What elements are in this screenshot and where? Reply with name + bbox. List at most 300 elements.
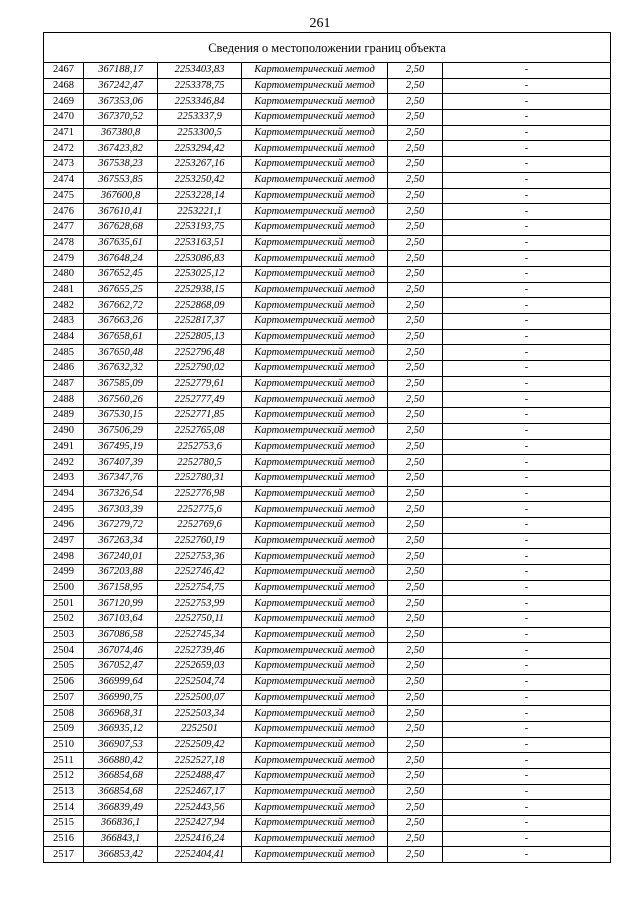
cell-coord-x: 367495,19: [84, 439, 158, 455]
cell-description: -: [443, 298, 611, 314]
cell-description: -: [443, 157, 611, 173]
cell-method: Картометрический метод: [242, 455, 388, 471]
cell-method: Картометрический метод: [242, 470, 388, 486]
table-row: [44, 612, 611, 628]
cell-description: -: [443, 282, 611, 298]
cell-point-number: 2484: [44, 329, 84, 345]
table-row: [44, 502, 611, 518]
cell-description: -: [443, 565, 611, 581]
cell-point-number: 2513: [44, 784, 84, 800]
cell-coord-y: 2253378,75: [158, 78, 242, 94]
cell-description: -: [443, 659, 611, 675]
table-row: [44, 816, 611, 832]
table-row: [44, 314, 611, 330]
cell-method: Картометрический метод: [242, 345, 388, 361]
cell-coord-x: 367652,45: [84, 266, 158, 282]
cell-coord-x: 367648,24: [84, 251, 158, 267]
cell-method: Картометрический метод: [242, 314, 388, 330]
cell-description: -: [443, 816, 611, 832]
cell-coord-x: 367407,39: [84, 455, 158, 471]
cell-coord-y: 2253025,12: [158, 266, 242, 282]
table-row: [44, 298, 611, 314]
cell-point-number: 2508: [44, 706, 84, 722]
table-row: [44, 690, 611, 706]
table-row: [44, 847, 611, 863]
cell-coord-y: 2252745,34: [158, 627, 242, 643]
cell-accuracy: 2,50: [388, 659, 443, 675]
cell-point-number: 2499: [44, 565, 84, 581]
cell-coord-x: 366968,31: [84, 706, 158, 722]
cell-description: -: [443, 706, 611, 722]
cell-method: Картометрический метод: [242, 141, 388, 157]
cell-coord-x: 367553,85: [84, 172, 158, 188]
table-row: [44, 737, 611, 753]
cell-method: Картометрический метод: [242, 627, 388, 643]
cell-description: -: [443, 251, 611, 267]
cell-coord-y: 2252501: [158, 721, 242, 737]
cell-accuracy: 2,50: [388, 596, 443, 612]
cell-accuracy: 2,50: [388, 345, 443, 361]
cell-coord-x: 367086,58: [84, 627, 158, 643]
table-row: [44, 188, 611, 204]
cell-coord-y: 2252750,11: [158, 612, 242, 628]
cell-coord-x: 366853,42: [84, 847, 158, 863]
cell-accuracy: 2,50: [388, 251, 443, 267]
cell-coord-y: 2252780,31: [158, 470, 242, 486]
cell-method: Картометрический метод: [242, 78, 388, 94]
table-title-row: [44, 33, 611, 63]
cell-point-number: 2477: [44, 219, 84, 235]
cell-accuracy: 2,50: [388, 643, 443, 659]
cell-point-number: 2485: [44, 345, 84, 361]
cell-coord-y: 2252780,5: [158, 455, 242, 471]
cell-method: Картометрический метод: [242, 157, 388, 173]
table-row: [44, 125, 611, 141]
cell-coord-x: 367585,09: [84, 376, 158, 392]
cell-coord-y: 2252753,6: [158, 439, 242, 455]
cell-coord-y: 2253346,84: [158, 94, 242, 110]
cell-method: Картометрический метод: [242, 612, 388, 628]
cell-description: -: [443, 172, 611, 188]
cell-coord-x: 367203,88: [84, 565, 158, 581]
cell-method: Картометрический метод: [242, 753, 388, 769]
cell-accuracy: 2,50: [388, 721, 443, 737]
cell-description: -: [443, 753, 611, 769]
cell-point-number: 2490: [44, 423, 84, 439]
cell-coord-y: 2253337,9: [158, 110, 242, 126]
table-row: [44, 674, 611, 690]
cell-coord-x: 367423,82: [84, 141, 158, 157]
cell-point-number: 2488: [44, 392, 84, 408]
cell-accuracy: 2,50: [388, 816, 443, 832]
cell-coord-x: 367353,06: [84, 94, 158, 110]
cell-coord-y: 2253193,75: [158, 219, 242, 235]
cell-accuracy: 2,50: [388, 78, 443, 94]
table-row: [44, 627, 611, 643]
cell-method: Картометрический метод: [242, 94, 388, 110]
cell-coord-x: 367538,23: [84, 157, 158, 173]
table-row: [44, 439, 611, 455]
cell-description: -: [443, 376, 611, 392]
cell-coord-y: 2252746,42: [158, 565, 242, 581]
cell-accuracy: 2,50: [388, 690, 443, 706]
cell-coord-x: 367632,32: [84, 361, 158, 377]
cell-point-number: 2475: [44, 188, 84, 204]
cell-coord-y: 2252527,18: [158, 753, 242, 769]
cell-coord-x: 367263,34: [84, 533, 158, 549]
cell-description: -: [443, 408, 611, 424]
cell-description: -: [443, 831, 611, 847]
cell-method: Картометрический метод: [242, 63, 388, 79]
table-row: [44, 517, 611, 533]
cell-method: Картометрический метод: [242, 565, 388, 581]
cell-accuracy: 2,50: [388, 517, 443, 533]
cell-coord-x: 366935,12: [84, 721, 158, 737]
cell-accuracy: 2,50: [388, 502, 443, 518]
cell-method: Картометрический метод: [242, 502, 388, 518]
cell-point-number: 2515: [44, 816, 84, 832]
cell-accuracy: 2,50: [388, 627, 443, 643]
table-row: [44, 549, 611, 565]
cell-method: Картометрический метод: [242, 298, 388, 314]
cell-coord-y: 2252503,34: [158, 706, 242, 722]
cell-coord-x: 366990,75: [84, 690, 158, 706]
cell-description: -: [443, 643, 611, 659]
cell-point-number: 2467: [44, 63, 84, 79]
cell-description: -: [443, 423, 611, 439]
cell-accuracy: 2,50: [388, 204, 443, 220]
cell-accuracy: 2,50: [388, 298, 443, 314]
cell-accuracy: 2,50: [388, 266, 443, 282]
cell-coord-x: 367506,29: [84, 423, 158, 439]
cell-method: Картометрический метод: [242, 392, 388, 408]
cell-method: Картометрический метод: [242, 486, 388, 502]
cell-description: -: [443, 549, 611, 565]
cell-coord-y: 2252805,13: [158, 329, 242, 345]
cell-coord-y: 2253267,16: [158, 157, 242, 173]
cell-coord-y: 2252817,37: [158, 314, 242, 330]
boundary-table: [43, 32, 611, 863]
table-row: [44, 282, 611, 298]
cell-method: Картометрический метод: [242, 674, 388, 690]
cell-accuracy: 2,50: [388, 737, 443, 753]
cell-coord-y: 2252753,36: [158, 549, 242, 565]
table-row: [44, 565, 611, 581]
cell-accuracy: 2,50: [388, 423, 443, 439]
cell-point-number: 2473: [44, 157, 84, 173]
cell-coord-x: 367610,41: [84, 204, 158, 220]
cell-description: -: [443, 219, 611, 235]
cell-accuracy: 2,50: [388, 314, 443, 330]
table-row: [44, 596, 611, 612]
cell-coord-y: 2252404,41: [158, 847, 242, 863]
cell-coord-x: 367655,25: [84, 282, 158, 298]
cell-accuracy: 2,50: [388, 753, 443, 769]
cell-coord-y: 2252777,49: [158, 392, 242, 408]
cell-coord-x: 367279,72: [84, 517, 158, 533]
cell-point-number: 2483: [44, 314, 84, 330]
cell-point-number: 2502: [44, 612, 84, 628]
cell-coord-y: 2253221,1: [158, 204, 242, 220]
cell-point-number: 2504: [44, 643, 84, 659]
cell-point-number: 2506: [44, 674, 84, 690]
table-row: [44, 455, 611, 471]
table-row: [44, 784, 611, 800]
cell-accuracy: 2,50: [388, 533, 443, 549]
cell-method: Картометрический метод: [242, 784, 388, 800]
cell-accuracy: 2,50: [388, 361, 443, 377]
table-row: [44, 157, 611, 173]
cell-point-number: 2496: [44, 517, 84, 533]
cell-coord-x: 367370,52: [84, 110, 158, 126]
cell-description: -: [443, 580, 611, 596]
table-row: [44, 392, 611, 408]
cell-description: -: [443, 125, 611, 141]
cell-point-number: 2482: [44, 298, 84, 314]
cell-accuracy: 2,50: [388, 235, 443, 251]
cell-description: -: [443, 455, 611, 471]
table-row: [44, 800, 611, 816]
cell-coord-x: 367326,54: [84, 486, 158, 502]
cell-coord-x: 367240,01: [84, 549, 158, 565]
cell-coord-x: 367662,72: [84, 298, 158, 314]
cell-method: Картометрический метод: [242, 219, 388, 235]
cell-coord-x: 367347,76: [84, 470, 158, 486]
table-row: [44, 235, 611, 251]
cell-description: -: [443, 800, 611, 816]
cell-point-number: 2491: [44, 439, 84, 455]
cell-coord-x: 366880,42: [84, 753, 158, 769]
cell-method: Картометрический метод: [242, 737, 388, 753]
cell-coord-y: 2252790,02: [158, 361, 242, 377]
cell-accuracy: 2,50: [388, 125, 443, 141]
cell-description: -: [443, 266, 611, 282]
cell-coord-x: 366839,49: [84, 800, 158, 816]
cell-coord-y: 2252443,56: [158, 800, 242, 816]
cell-method: Картометрический метод: [242, 690, 388, 706]
cell-accuracy: 2,50: [388, 565, 443, 581]
cell-method: Картометрический метод: [242, 439, 388, 455]
cell-coord-x: 367635,61: [84, 235, 158, 251]
table-row: [44, 78, 611, 94]
table-row: [44, 63, 611, 79]
cell-accuracy: 2,50: [388, 94, 443, 110]
cell-method: Картометрический метод: [242, 125, 388, 141]
cell-method: Картометрический метод: [242, 721, 388, 737]
cell-coord-y: 2252488,47: [158, 768, 242, 784]
cell-coord-y: 2252754,75: [158, 580, 242, 596]
cell-point-number: 2469: [44, 94, 84, 110]
cell-method: Картометрический метод: [242, 596, 388, 612]
cell-description: -: [443, 63, 611, 79]
cell-accuracy: 2,50: [388, 768, 443, 784]
table-row: [44, 329, 611, 345]
cell-accuracy: 2,50: [388, 847, 443, 863]
cell-description: -: [443, 329, 611, 345]
cell-coord-y: 2252771,85: [158, 408, 242, 424]
table-row: [44, 721, 611, 737]
cell-method: Картометрический метод: [242, 549, 388, 565]
cell-method: Картометрический метод: [242, 376, 388, 392]
cell-method: Картометрический метод: [242, 361, 388, 377]
cell-method: Картометрический метод: [242, 329, 388, 345]
cell-point-number: 2479: [44, 251, 84, 267]
cell-accuracy: 2,50: [388, 110, 443, 126]
table-row: [44, 706, 611, 722]
cell-coord-x: 367103,64: [84, 612, 158, 628]
cell-coord-y: 2252500,07: [158, 690, 242, 706]
table-body: [44, 33, 611, 863]
cell-accuracy: 2,50: [388, 549, 443, 565]
cell-description: -: [443, 721, 611, 737]
cell-coord-x: 366854,68: [84, 784, 158, 800]
cell-description: -: [443, 470, 611, 486]
cell-point-number: 2498: [44, 549, 84, 565]
cell-method: Картометрический метод: [242, 517, 388, 533]
table-row: [44, 643, 611, 659]
table-row: [44, 408, 611, 424]
cell-accuracy: 2,50: [388, 172, 443, 188]
cell-method: Картометрический метод: [242, 282, 388, 298]
cell-description: -: [443, 737, 611, 753]
page-number: 261: [309, 16, 331, 31]
table-title: Сведения о местоположении границ объекта: [44, 33, 611, 63]
cell-description: -: [443, 141, 611, 157]
cell-coord-y: 2252427,94: [158, 816, 242, 832]
cell-method: Картометрический метод: [242, 110, 388, 126]
cell-method: Картометрический метод: [242, 235, 388, 251]
cell-point-number: 2480: [44, 266, 84, 282]
cell-coord-y: 2252765,08: [158, 423, 242, 439]
cell-description: -: [443, 612, 611, 628]
cell-accuracy: 2,50: [388, 157, 443, 173]
cell-description: -: [443, 486, 611, 502]
cell-coord-y: 2252938,15: [158, 282, 242, 298]
cell-point-number: 2497: [44, 533, 84, 549]
cell-point-number: 2493: [44, 470, 84, 486]
cell-coord-x: 366999,64: [84, 674, 158, 690]
cell-coord-x: 367658,61: [84, 329, 158, 345]
cell-accuracy: 2,50: [388, 282, 443, 298]
cell-method: Картометрический метод: [242, 816, 388, 832]
cell-point-number: 2516: [44, 831, 84, 847]
cell-method: Картометрический метод: [242, 408, 388, 424]
cell-point-number: 2492: [44, 455, 84, 471]
cell-point-number: 2501: [44, 596, 84, 612]
cell-coord-x: 367120,99: [84, 596, 158, 612]
cell-accuracy: 2,50: [388, 486, 443, 502]
cell-description: -: [443, 439, 611, 455]
cell-description: -: [443, 361, 611, 377]
cell-point-number: 2472: [44, 141, 84, 157]
cell-coord-x: 366854,68: [84, 768, 158, 784]
cell-method: Картометрический метод: [242, 831, 388, 847]
cell-accuracy: 2,50: [388, 376, 443, 392]
cell-accuracy: 2,50: [388, 188, 443, 204]
cell-description: -: [443, 314, 611, 330]
cell-accuracy: 2,50: [388, 392, 443, 408]
cell-coord-y: 2252659,03: [158, 659, 242, 675]
cell-point-number: 2486: [44, 361, 84, 377]
cell-description: -: [443, 847, 611, 863]
table-row: [44, 361, 611, 377]
cell-accuracy: 2,50: [388, 63, 443, 79]
cell-description: -: [443, 345, 611, 361]
cell-point-number: 2511: [44, 753, 84, 769]
table-row: [44, 831, 611, 847]
cell-coord-y: 2252775,6: [158, 502, 242, 518]
cell-coord-x: 367530,15: [84, 408, 158, 424]
cell-method: Картометрический метод: [242, 643, 388, 659]
cell-coord-x: 366836,1: [84, 816, 158, 832]
cell-coord-x: 367628,68: [84, 219, 158, 235]
cell-coord-y: 2252776,98: [158, 486, 242, 502]
cell-coord-x: 367158,95: [84, 580, 158, 596]
cell-point-number: 2495: [44, 502, 84, 518]
cell-point-number: 2509: [44, 721, 84, 737]
cell-description: -: [443, 502, 611, 518]
cell-accuracy: 2,50: [388, 674, 443, 690]
cell-point-number: 2468: [44, 78, 84, 94]
cell-method: Картометрический метод: [242, 188, 388, 204]
table-row: [44, 486, 611, 502]
cell-method: Картометрический метод: [242, 580, 388, 596]
cell-coord-y: 2252769,6: [158, 517, 242, 533]
cell-method: Картометрический метод: [242, 768, 388, 784]
cell-description: -: [443, 596, 611, 612]
table-row: [44, 172, 611, 188]
cell-description: -: [443, 94, 611, 110]
cell-accuracy: 2,50: [388, 439, 443, 455]
cell-point-number: 2514: [44, 800, 84, 816]
table-row: [44, 110, 611, 126]
cell-accuracy: 2,50: [388, 408, 443, 424]
cell-coord-y: 2252467,17: [158, 784, 242, 800]
cell-description: -: [443, 517, 611, 533]
table-row: [44, 251, 611, 267]
cell-coord-y: 2252416,24: [158, 831, 242, 847]
table-row: [44, 376, 611, 392]
cell-accuracy: 2,50: [388, 455, 443, 471]
cell-description: -: [443, 627, 611, 643]
cell-coord-y: 2252739,46: [158, 643, 242, 659]
cell-description: -: [443, 392, 611, 408]
cell-point-number: 2487: [44, 376, 84, 392]
table-row: [44, 768, 611, 784]
cell-coord-y: 2253403,83: [158, 63, 242, 79]
cell-method: Картометрический метод: [242, 706, 388, 722]
cell-point-number: 2481: [44, 282, 84, 298]
cell-point-number: 2507: [44, 690, 84, 706]
cell-coord-x: 367600,8: [84, 188, 158, 204]
cell-coord-y: 2252760,19: [158, 533, 242, 549]
cell-method: Картометрический метод: [242, 533, 388, 549]
cell-coord-y: 2253300,5: [158, 125, 242, 141]
table-row: [44, 204, 611, 220]
cell-point-number: 2503: [44, 627, 84, 643]
table-row: [44, 580, 611, 596]
cell-coord-x: 366907,53: [84, 737, 158, 753]
cell-description: -: [443, 110, 611, 126]
cell-coord-x: 367188,17: [84, 63, 158, 79]
cell-accuracy: 2,50: [388, 706, 443, 722]
cell-coord-y: 2252779,61: [158, 376, 242, 392]
cell-point-number: 2471: [44, 125, 84, 141]
cell-description: -: [443, 768, 611, 784]
cell-point-number: 2476: [44, 204, 84, 220]
cell-accuracy: 2,50: [388, 612, 443, 628]
cell-coord-y: 2253228,14: [158, 188, 242, 204]
